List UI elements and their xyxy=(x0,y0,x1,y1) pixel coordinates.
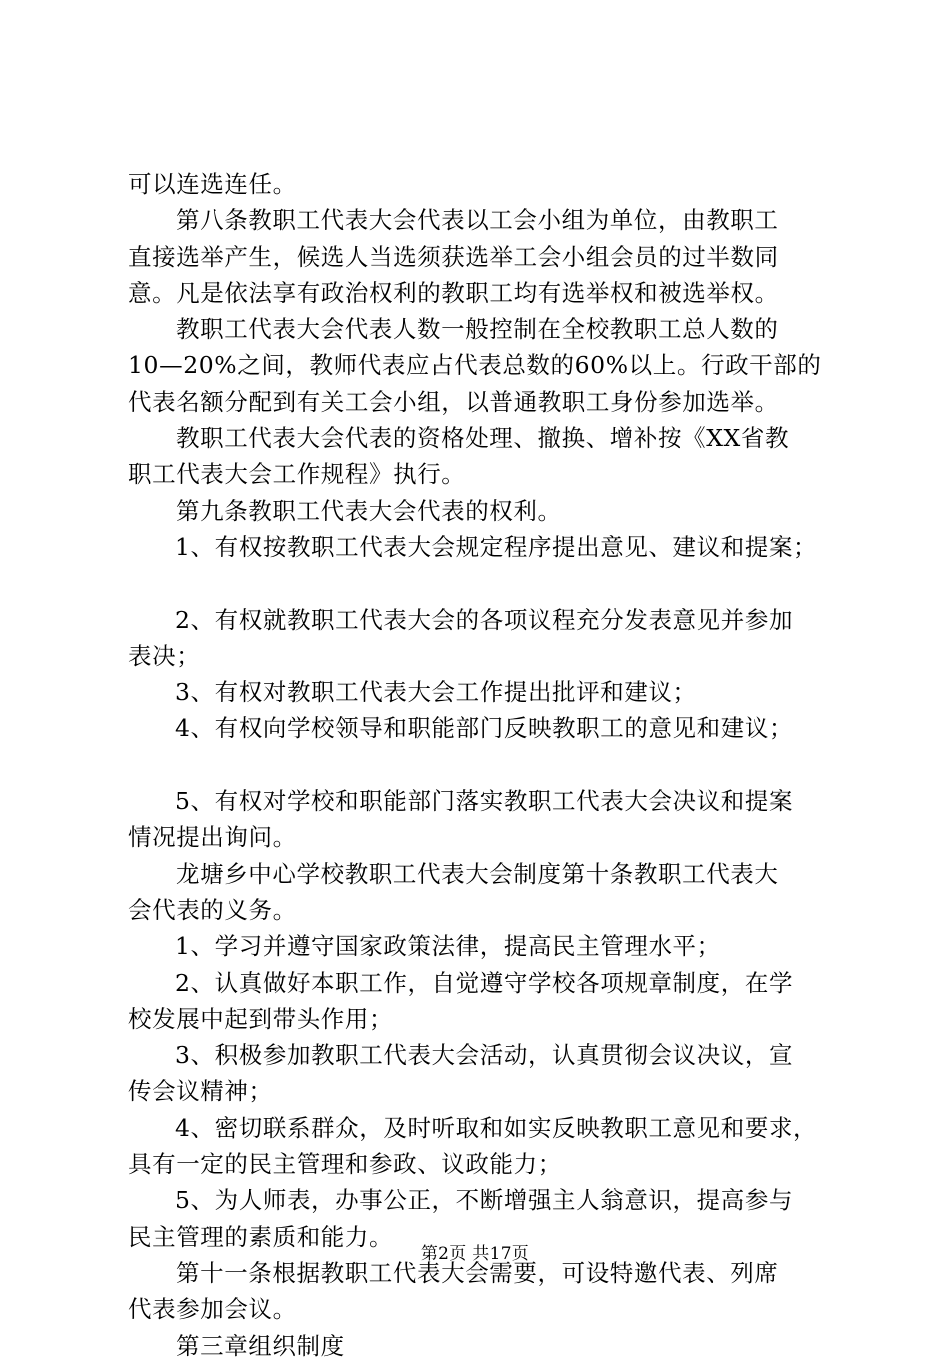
duties-item-1: 1、学习并遵守国家政策法律，提高民主管理水平； xyxy=(175,932,721,961)
text-line: 代表名额分配到有关工会小组，以普通教职工身份参加选举。 xyxy=(128,387,779,416)
text-line: 民主管理的素质和能力。 xyxy=(128,1222,394,1251)
rights-item-1: 1、有权按教职工代表大会规定程序提出意见、建议和提案； xyxy=(175,532,818,561)
qualification-paragraph: 教职工代表大会代表的资格处理、撤换、增补按《XX省教 xyxy=(176,424,790,453)
rights-item-2: 2、有权就教职工代表大会的各项议程充分发表意见并参加 xyxy=(175,605,794,634)
text-line: 会代表的义务。 xyxy=(128,895,297,924)
article-11-paragraph: 第十一条根据教职工代表大会需要，可设特邀代表、列席 xyxy=(176,1258,779,1287)
text-line: 表决； xyxy=(128,641,201,670)
document-body xyxy=(128,166,848,1364)
text-line: 10—20%之间，教师代表应占代表总数的60%以上。行政干部的 xyxy=(128,351,822,380)
article-8-paragraph: 第八条教职工代表大会代表以工会小组为单位，由教职工 xyxy=(176,206,779,235)
blank-line xyxy=(128,565,848,601)
text-line: 代表参加会议。 xyxy=(128,1295,297,1324)
rights-item-5: 5、有权对学校和职能部门落实教职工代表大会决议和提案 xyxy=(175,787,794,816)
article-10-heading: 龙塘乡中心学校教职工代表大会制度第十条教职工代表大 xyxy=(176,859,779,888)
rights-item-3: 3、有权对教职工代表大会工作提出批评和建议； xyxy=(175,678,697,707)
text-line: 职工代表大会工作规程》执行。 xyxy=(128,460,466,489)
representative-count-paragraph: 教职工代表大会代表人数一般控制在全校教职工总人数的 xyxy=(176,315,779,344)
duties-item-4: 4、密切联系群众，及时听取和如实反映教职工意见和要求， xyxy=(175,1113,818,1142)
text-line: 可以连选连任。 xyxy=(128,170,297,198)
rights-item-4: 4、有权向学校领导和职能部门反映教职工的意见和建议； xyxy=(175,714,794,743)
text-line: 传会议精神； xyxy=(128,1077,273,1106)
duties-item-2: 2、认真做好本职工作，自觉遵守学校各项规章制度，在学 xyxy=(175,968,794,997)
chapter-3-heading: 第三章组织制度 xyxy=(176,1331,345,1360)
duties-item-3: 3、积极参加教职工代表大会活动，认真贯彻会议决议，宣 xyxy=(175,1041,794,1070)
text-line: 具有一定的民主管理和参政、议政能力； xyxy=(128,1150,562,1179)
text-line: 情况提出询问。 xyxy=(128,823,297,852)
text-line: 直接选举产生，候选人当选须获选举工会小组会员的过半数同 xyxy=(128,242,779,271)
duties-item-5: 5、为人师表，办事公正，不断增强主人翁意识，提高参与 xyxy=(175,1186,794,1215)
article-9-heading: 第九条教职工代表大会代表的权利。 xyxy=(176,496,562,525)
text-line: 校发展中起到带头作用； xyxy=(128,1004,394,1033)
text-line: 意。凡是依法享有政治权利的教职工均有选举权和被选举权。 xyxy=(128,278,779,307)
page-number-footer: 第2页 共17页 xyxy=(420,1244,530,1264)
blank-line xyxy=(128,747,848,783)
